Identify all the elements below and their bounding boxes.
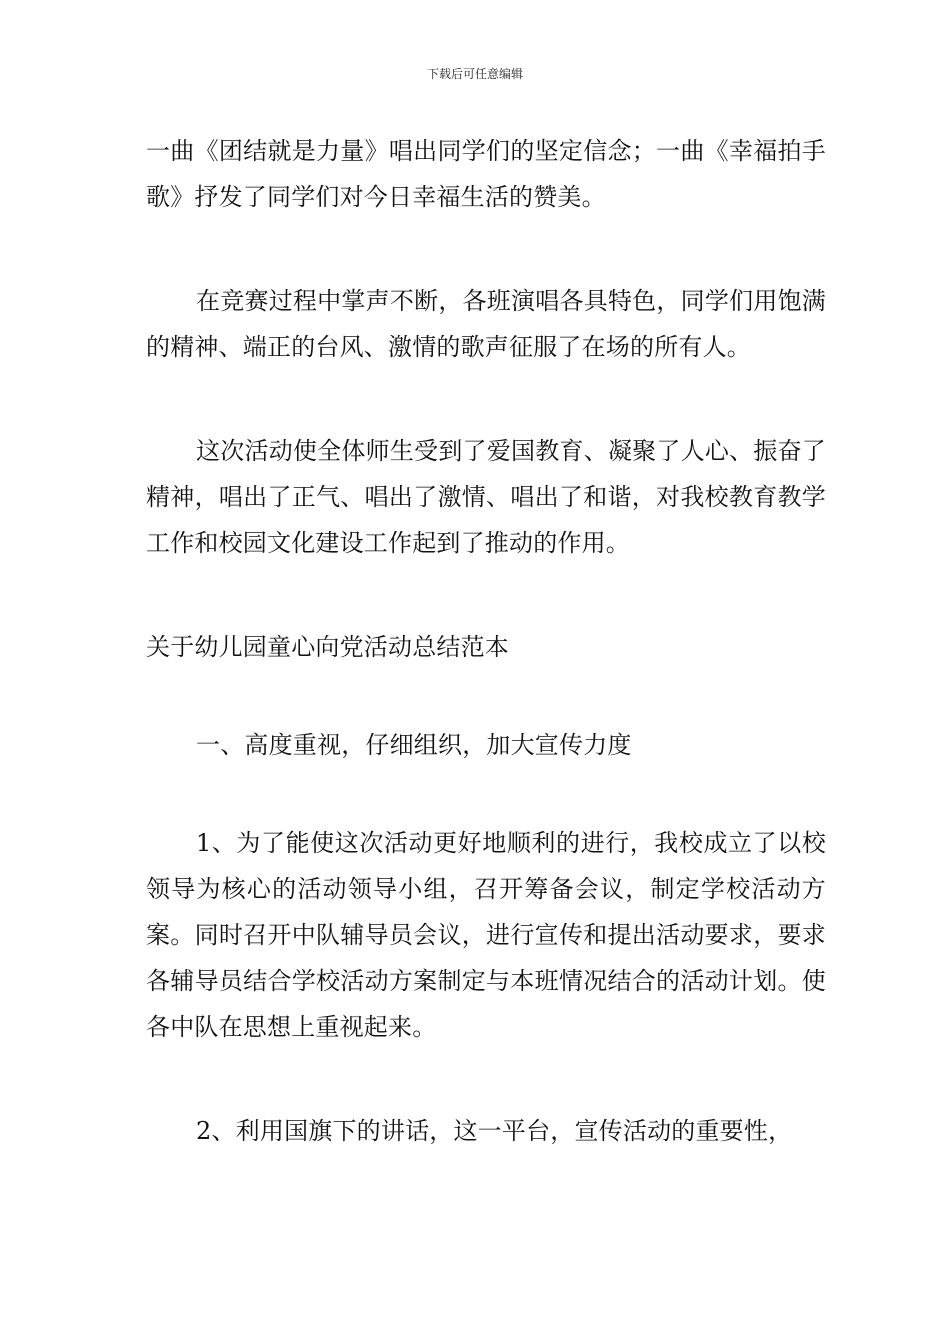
page-header: 下载后可任意编辑 (426, 67, 523, 81)
paragraph-song-lines: 一曲《团结就是力量》唱出同学们的坚定信念；一曲《幸福拍手歌》抒发了同学们对今日幸福生活的赞美。 (146, 137, 826, 211)
paragraph-activity-effect: 这次活动使全体师生受到了爱国教育、凝聚了人心、振奋了精神，唱出了正气、唱出了激情、唱出了和谐，对我校教育教学工作和校园文化建设工作起到了推动的作用。 (146, 437, 826, 557)
section-heading-1: 一、高度重视，仔细组织，加大宣传力度 (196, 731, 632, 759)
paragraph-competition: 在竞赛过程中掌声不断，各班演唱各具特色，同学们用饱满的精神、端正的台风、激情的歌声征服了在场的所有人。 (146, 287, 826, 361)
document-body (146, 128, 826, 1154)
section-title: 关于幼儿园童心向党活动总结范本 (146, 633, 509, 661)
paragraph-item-2: 2、利用国旗下的讲话，这一平台，宣传活动的重要性， (196, 1117, 793, 1145)
paragraph-item-1: 1、为了能使这次活动更好地顺利的进行，我校成立了以校领导为核心的活动领导小组，召开筹备会议，制定学校活动方案。同时召开中队辅导员会议，进行宣传和提出活动要求，要求各辅导员结合学校活动方案制定与本班情况结合的活动计划。使各中队在思想上重视起来。 (146, 829, 826, 1041)
